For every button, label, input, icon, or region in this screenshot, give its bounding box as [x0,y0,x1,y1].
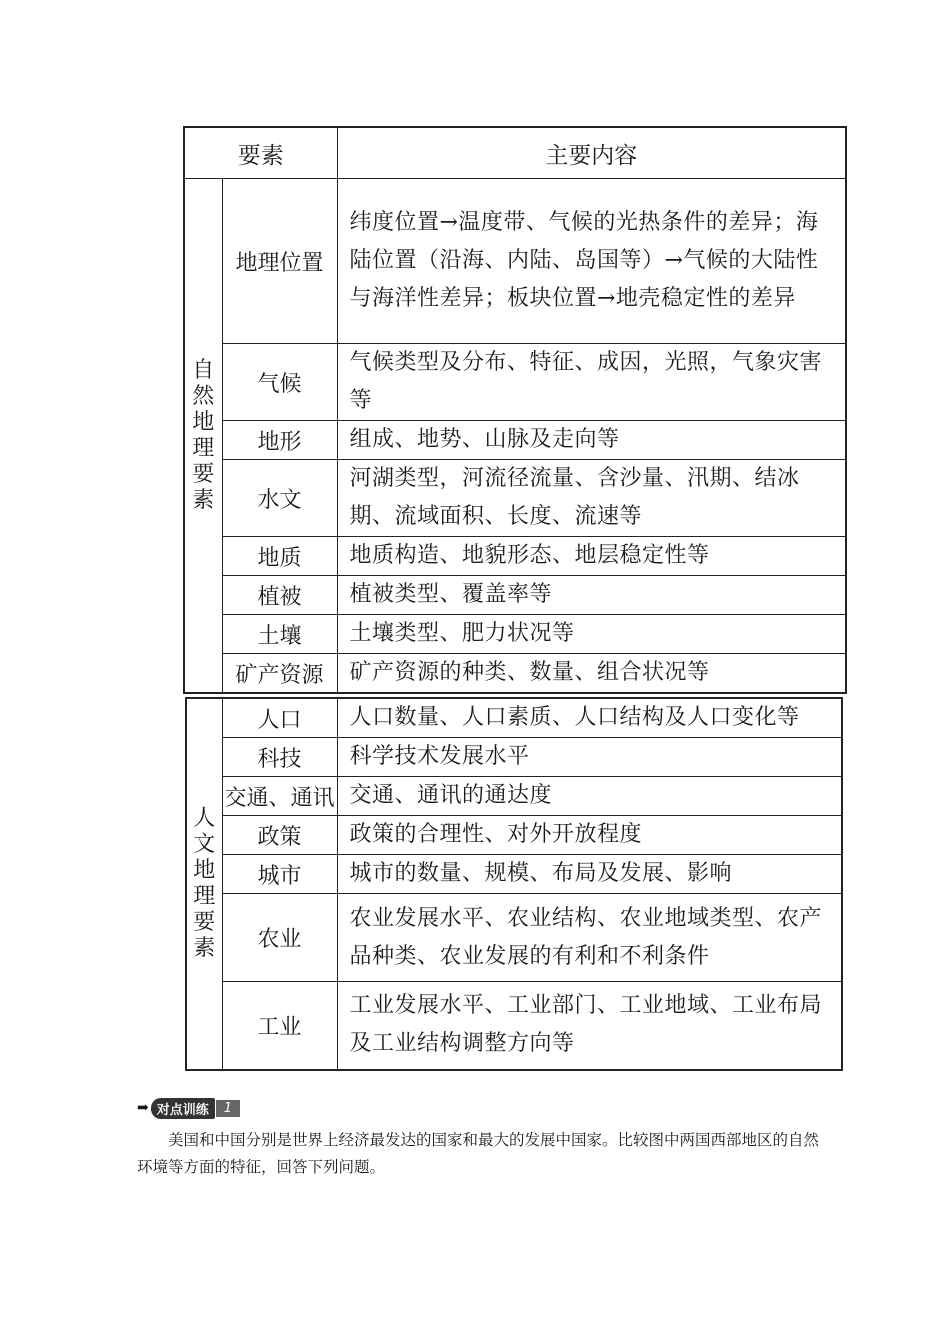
content-cell: 政策的合理性、对外开放程度 [337,816,842,855]
category-human: 人 文 地 理 要 素 [186,698,222,1070]
table-row [186,855,842,894]
table-row [184,615,846,654]
table-row [184,537,846,576]
table-row [184,421,846,460]
table-row [184,179,846,344]
content-cell: 土壤类型、肥力状况等 [337,615,846,654]
header-elements: 要素 [184,127,337,179]
table-row [186,777,842,816]
question-paragraph [137,1127,827,1181]
element-cell: 城市 [222,855,337,894]
element-cell: 农业 [222,894,337,982]
training-label: 对点训练 [151,1098,215,1119]
training-number: 1 [216,1100,240,1117]
element-cell: 人口 [222,698,337,738]
element-cell: 政策 [222,816,337,855]
table-row [186,982,842,1070]
element-cell: 交通、通讯 [222,777,337,816]
question-text: 美国和中国分别是世界上经济最发达的国家和最大的发展中国家。比较图中两国西部地区的自然环境等方面的特征，回答下列问题。 [137,1131,820,1176]
table-header-row [184,127,846,179]
element-cell: 科技 [222,738,337,777]
content-cell: 城市的数量、规模、布局及发展、影响 [337,855,842,894]
training-heading [137,1098,240,1118]
table-row [186,738,842,777]
content-cell: 人口数量、人口素质、人口结构及人口变化等 [337,698,842,738]
table-row [186,894,842,982]
element-cell: 气候 [222,344,337,421]
content-cell: 科学技术发展水平 [337,738,842,777]
content-cell: 纬度位置→温度带、气候的光热条件的差异；海陆位置（沿海、内陆、岛国等）→气候的大陆性与海洋性差异；板块位置→地壳稳定性的差异 [337,179,846,344]
table-row [184,576,846,615]
element-cell: 水文 [222,460,337,537]
category-natural: 自 然 地 理 要 素 [184,179,222,694]
arrow-right-icon: ➡ [137,1100,149,1116]
table-row [186,816,842,855]
element-cell: 植被 [222,576,337,615]
table-row [184,654,846,694]
content-cell: 农业发展水平、农业结构、农业地域类型、农产品种类、农业发展的有利和不利条件 [337,894,842,982]
content-cell: 交通、通讯的通达度 [337,777,842,816]
human-elements-table [185,697,843,1071]
content-cell: 矿产资源的种类、数量、组合状况等 [337,654,846,694]
header-main-content: 主要内容 [337,127,846,179]
table-row [186,698,842,738]
content-cell: 河湖类型，河流径流量、含沙量、汛期、结冰期、流域面积、长度、流速等 [337,460,846,537]
element-cell: 矿产资源 [222,654,337,694]
element-cell: 工业 [222,982,337,1070]
table-row [184,344,846,421]
element-cell: 土壤 [222,615,337,654]
element-cell: 地理位置 [222,179,337,344]
content-cell: 工业发展水平、工业部门、工业地域、工业布局及工业结构调整方向等 [337,982,842,1070]
content-cell: 植被类型、覆盖率等 [337,576,846,615]
table-row [184,460,846,537]
content-cell: 组成、地势、山脉及走向等 [337,421,846,460]
content-cell: 地质构造、地貌形态、地层稳定性等 [337,537,846,576]
natural-elements-table [183,126,847,694]
element-cell: 地形 [222,421,337,460]
element-cell: 地质 [222,537,337,576]
content-cell: 气候类型及分布、特征、成因，光照，气象灾害等 [337,344,846,421]
